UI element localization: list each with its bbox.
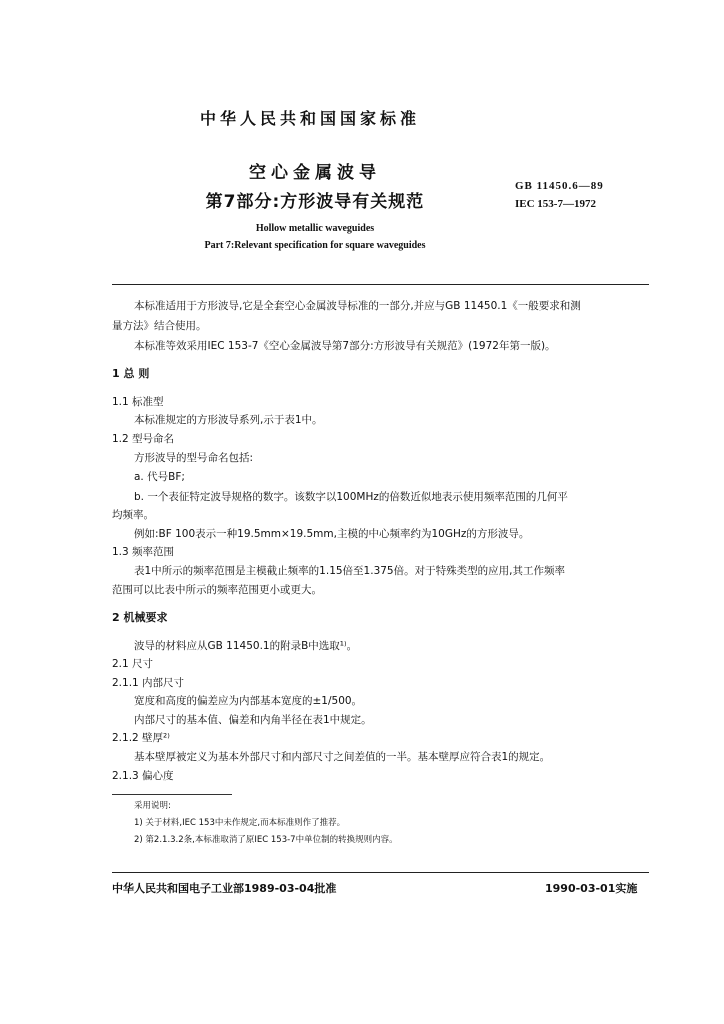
implementation-date: 1990-03-01实施 <box>545 882 638 895</box>
footer-divider <box>112 872 649 873</box>
section-1-3-title: 1.3 频率范围 <box>112 546 175 558</box>
section-1-3-text-2: 范围可以比表中所示的频率范围更小或更大。 <box>112 584 322 596</box>
approval-line: 中华人民共和国电子工业部1989-03-04批准 <box>112 882 337 895</box>
section-2-title: 2 机械要求 <box>112 611 168 624</box>
footnote-2: 2) 第2.1.3.2条,本标准取消了原IEC 153-7中单位制的转换规则内容。 <box>134 835 398 845</box>
section-2-text: 波导的材料应从GB 11450.1的附录B中选取¹⁾。 <box>134 640 358 652</box>
footnote-label: 采用说明: <box>134 801 171 811</box>
header-divider <box>112 284 649 285</box>
standard-header: 中华人民共和国国家标准 <box>199 109 420 128</box>
title-cn-line2: 第7部分:方形波导有关规范 <box>205 192 425 212</box>
intro-paragraph-2: 本标准等效采用IEC 153-7《空心金属波导第7部分:方形波导有关规范》(1972年第一版)。 <box>134 340 556 352</box>
section-2-1-2-title: 2.1.2 壁厚²⁾ <box>112 732 170 744</box>
section-2-1-2-text: 基本壁厚被定义为基本外部尺寸和内部尺寸之间差值的一半。基本壁厚应符合表1的规定。 <box>134 751 551 763</box>
section-1-2-item-b1: b. 一个表征特定波导规格的数字。该数字以100MHz的倍数近似地表示使用频率范围的几何平 <box>134 491 568 503</box>
section-1-2-example: 例如:BF 100表示一种19.5mm×19.5mm,主模的中心频率约为10GHz的方形波导。 <box>134 528 530 540</box>
section-2-1-1-text-1: 宽度和高度的偏差应为内部基本宽度的±1/500。 <box>134 695 363 707</box>
footnote-divider <box>112 794 232 795</box>
section-1-1-text: 本标准规定的方形波导系列,示于表1中。 <box>134 414 323 426</box>
intro-paragraph-1a: 本标准适用于方形波导,它是全套空心金属波导标准的一部分,并应与GB 11450.1《一般要求和测 <box>134 300 581 312</box>
section-2-1-3-title: 2.1.3 偏心度 <box>112 770 174 782</box>
section-1-2-item-a: a. 代号BF; <box>134 471 185 483</box>
section-2-1-1-text-2: 内部尺寸的基本值、偏差和内角半径在表1中规定。 <box>134 714 372 726</box>
section-1-2-title: 1.2 型号命名 <box>112 433 175 445</box>
section-1-title: 1 总 则 <box>112 367 150 380</box>
intro-paragraph-1b: 量方法》结合使用。 <box>112 320 207 332</box>
standard-code-iec: IEC 153-7—1972 <box>515 198 596 210</box>
title-en-line1: Hollow metallic waveguides <box>255 223 375 234</box>
section-2-1-title: 2.1 尺寸 <box>112 658 154 670</box>
section-1-2-text: 方形波导的型号命名包括: <box>134 452 254 464</box>
section-1-2-item-b2: 均频率。 <box>112 509 154 521</box>
section-2-1-1-title: 2.1.1 内部尺寸 <box>112 677 185 689</box>
footnote-1: 1) 关于材料,IEC 153中未作规定,而本标准则作了推荐。 <box>134 818 346 828</box>
standard-code-gb: GB 11450.6—89 <box>515 180 604 192</box>
title-en-line2: Part 7:Relevant specification for square waveguides <box>204 240 426 251</box>
section-1-1-title: 1.1 标准型 <box>112 396 164 408</box>
section-1-3-text-1: 表1中所示的频率范围是主模截止频率的1.15倍至1.375倍。对于特殊类型的应用,其工作频率 <box>134 565 565 577</box>
title-cn-line1: 空心金属波导 <box>249 163 381 183</box>
